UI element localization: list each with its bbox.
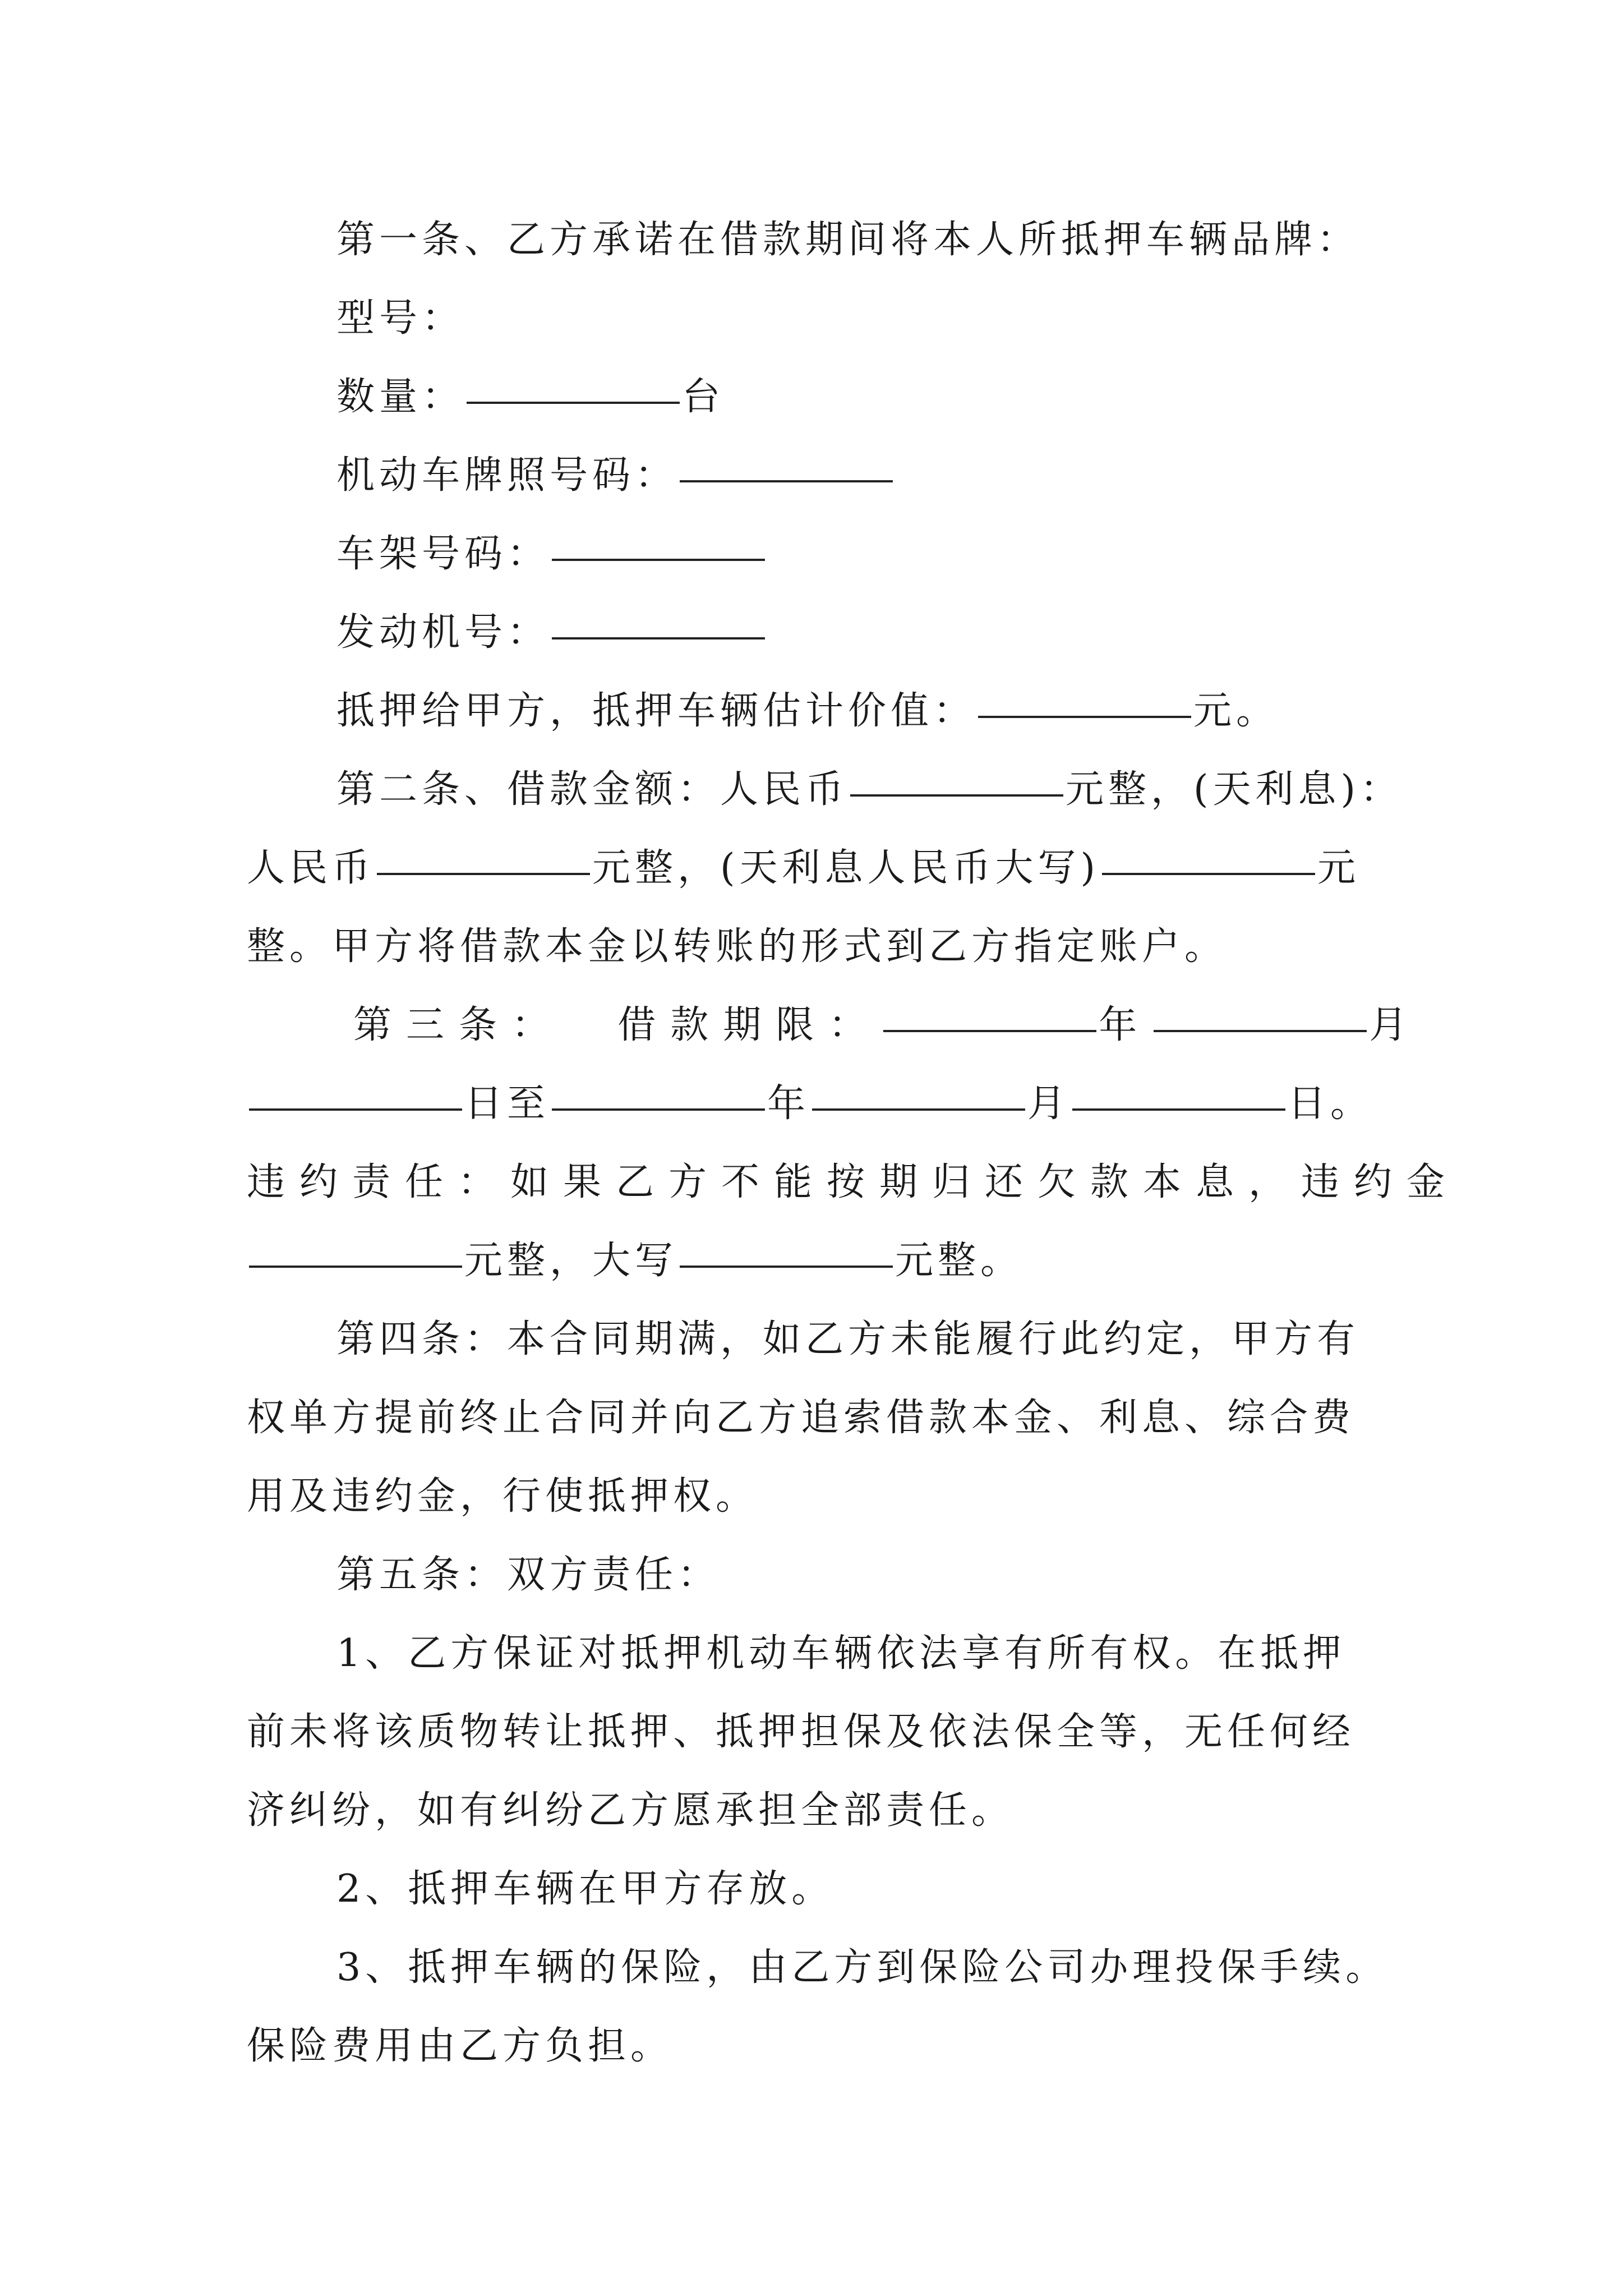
blank-line <box>812 1108 1025 1111</box>
article1-plate: 机动车牌照号码： <box>336 449 895 503</box>
article3-line3: 违约责任：如果乙方不能按期归还欠款本息，违约金 <box>247 1160 1460 1204</box>
blank-line <box>377 873 590 875</box>
blank-line <box>249 1266 462 1268</box>
blank-line <box>680 1266 893 1268</box>
article5-item1-line1: 1、乙方保证对抵押机动车辆依法享有所有权。在抵押 <box>336 1631 1346 1676</box>
article5-item2: 2、抵押车辆在甲方存放。 <box>336 1867 834 1911</box>
blank-line <box>552 559 765 561</box>
article2-line2: 人民币 元整，(天利息人民币大写) 元 <box>247 846 1361 890</box>
article3-line2: 日至 年 月 日。 <box>247 1077 1373 1131</box>
blank-line <box>552 637 765 639</box>
blank-line <box>978 716 1191 718</box>
article5-item1-line2: 前未将该质物转让抵押、抵押担保及依法保全等，无任何经 <box>247 1710 1355 1754</box>
blank-line <box>552 1108 765 1111</box>
article5-item3-line2: 保险费用由乙方负担。 <box>247 2024 674 2068</box>
article1-quantity: 数量： 台 <box>336 375 725 419</box>
article1-engine: 发动机号： <box>336 606 767 660</box>
blank-line <box>1154 1030 1367 1032</box>
article4-line3: 用及违约金，行使抵押权。 <box>247 1474 759 1519</box>
article1-value: 抵押给甲方，抵押车辆估计价值： 元。 <box>336 689 1279 733</box>
article1-model: 型号： <box>336 296 465 341</box>
article5-title: 第五条：双方责任： <box>336 1553 721 1597</box>
article1-frame: 车架号码： <box>336 527 767 581</box>
blank-line <box>467 402 680 404</box>
blank-line <box>249 1108 462 1111</box>
blank-line <box>680 480 893 482</box>
blank-line <box>1102 873 1315 875</box>
article4-line1: 第四条：本合同期满，如乙方未能履行此约定，甲方有 <box>336 1317 1360 1361</box>
article5-item3-line1: 3、抵押车辆的保险，由乙方到保险公司办理投保手续。 <box>336 1945 1389 1990</box>
blank-line <box>883 1030 1096 1032</box>
article3-line4: 元整，大写 元整。 <box>247 1234 1023 1288</box>
article4-line2: 权单方提前终止合同并向乙方追索借款本金、利息、综合费 <box>247 1396 1355 1440</box>
blank-line <box>1072 1108 1285 1111</box>
article2-line3: 整。甲方将借款本金以转账的形式到乙方指定账户。 <box>247 924 1228 969</box>
article5-item1-line3: 济纠纷，如有纠纷乙方愿承担全部责任。 <box>247 1788 1015 1833</box>
article3-line1: 第三条： 借款期限： 年 月 <box>353 1003 1422 1047</box>
article1-line1: 第一条、乙方承诺在借款期间将本人所抵押车辆品牌： <box>336 218 1360 262</box>
blank-line <box>850 794 1063 797</box>
article2-line1: 第二条、借款金额：人民币 元整，(天利息)： <box>336 767 1403 812</box>
